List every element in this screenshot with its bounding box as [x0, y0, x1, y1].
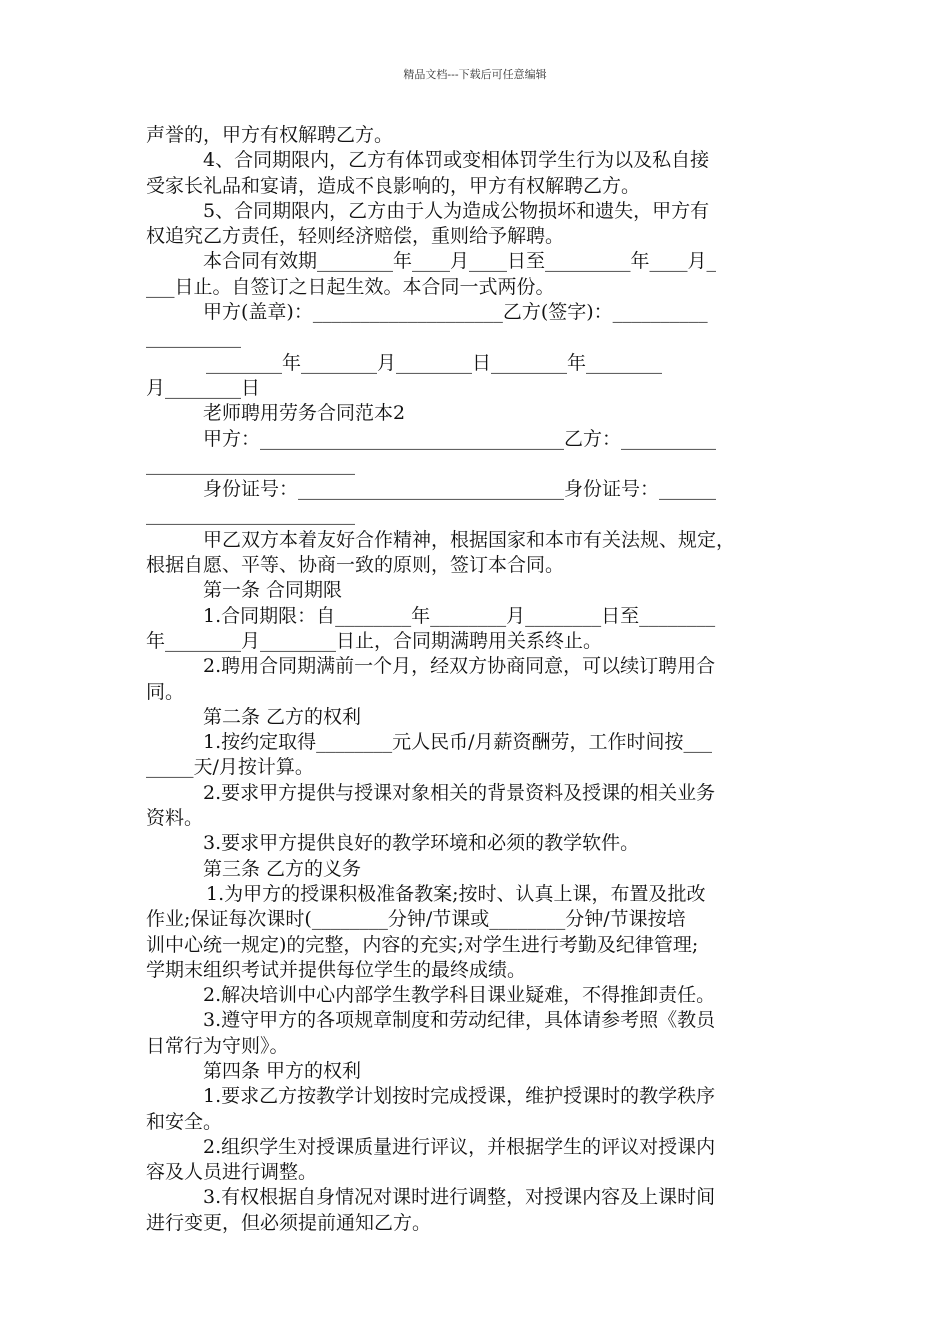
article-heading: 第四条 甲方的权利: [203, 1059, 362, 1082]
text-line: 权追究乙方责任，轻则经济赔偿，重则给予解聘。: [146, 225, 565, 248]
article-heading: 第二条 乙方的权利: [203, 705, 362, 728]
text-line: 5、合同期限内，乙方由于人为造成公物损坏和遗失，甲方有: [203, 199, 710, 222]
article-heading: 第三条 乙方的义务: [203, 857, 362, 880]
text-line: 2.要求甲方提供与授课对象相关的背景资料及授课的相关业务: [203, 781, 716, 804]
text-line: 作业;保证每次课时(________分钟/节课或________分钟/节课按培: [146, 908, 686, 931]
text-line: 3.遵守甲方的各项规章制度和劳动纪律，具体请参考照《教员: [203, 1009, 716, 1032]
party-line: 甲方：________________________________乙方：__________: [203, 427, 717, 450]
text-line: ___日止。自签订之日起生效。本合同一式两份。: [146, 275, 555, 298]
text-line: 训中心统一规定)的完整，内容的充实;对学生进行考勤及纪律管理;: [146, 933, 699, 956]
section-title: 老师聘用劳务合同范本2: [203, 402, 406, 425]
signature-line: 甲方(盖章)：____________________乙方(签字)：__________: [203, 301, 708, 324]
signature-line: __________: [146, 326, 241, 349]
page-header: 精品文档---下载后可任意编辑: [403, 68, 547, 81]
date-line: ________年________月________日________年________: [206, 351, 663, 374]
text-line: 资料。: [146, 807, 204, 830]
text-line: 进行变更，但必须提前通知乙方。: [146, 1211, 432, 1234]
text-line: 4、合同期限内，乙方有体罚或变相体罚学生行为以及私自接: [203, 149, 710, 172]
contract-body: [146, 123, 806, 1236]
text-line: 3.要求甲方提供良好的教学环境和必须的教学软件。: [203, 832, 640, 855]
text-line: 和安全。: [146, 1110, 223, 1133]
text-line: 学期末组织考试并提供每位学生的最终成绩。: [146, 958, 527, 981]
date-line: 月________日: [146, 376, 261, 399]
text-line: 1.按约定取得________元人民币/月薪资酬劳，工作时间按___: [203, 731, 713, 754]
text-line: 根据自愿、平等、协商一致的原则，签订本合同。: [146, 554, 565, 577]
text-line: 年________月________日止，合同期满聘用关系终止。: [146, 629, 603, 652]
text-line: 1.合同期限：自________年________月________日至________: [203, 604, 716, 627]
text-line: 日常行为守则》。: [146, 1034, 289, 1057]
text-line: 2.聘用合同期满前一个月，经双方协商同意，可以续订聘用合: [203, 655, 716, 678]
id-number-line: ______________________: [146, 503, 355, 526]
text-line: 容及人员进行调整。: [146, 1161, 318, 1184]
text-line: 声誉的，甲方有权解聘乙方。: [146, 124, 394, 146]
text-line: 3.有权根据自身情况对课时进行调整，对授课内容及上课时间: [203, 1186, 716, 1209]
party-line: ______________________: [146, 452, 355, 475]
text-line: 2.组织学生对授课质量进行评议，并根据学生的评议对授课内: [203, 1135, 716, 1158]
text-line: 同。: [146, 680, 185, 703]
text-line: 甲乙双方本着友好合作精神，根据国家和本市有关法规、规定，: [203, 528, 736, 551]
text-line: 2.解决培训中心内部学生教学科目课业疑难，不得推卸责任。: [203, 984, 716, 1007]
text-line: 1.为甲方的授课积极准备教案;按时、认真上课，布置及批改: [206, 882, 706, 905]
text-line: 受家长礼品和宴请，造成不良影响的，甲方有权解聘乙方。: [146, 174, 641, 197]
text-line: 本合同有效期________年____月____日至_________年____月_: [203, 250, 717, 273]
id-number-line: 身份证号：____________________________身份证号：______: [203, 478, 717, 501]
article-heading: 第一条 合同期限: [203, 579, 343, 602]
text-line: _____天/月按计算。: [146, 756, 314, 779]
text-line: 1.要求乙方按教学计划按时完成授课，维护授课时的教学秩序: [203, 1085, 716, 1108]
